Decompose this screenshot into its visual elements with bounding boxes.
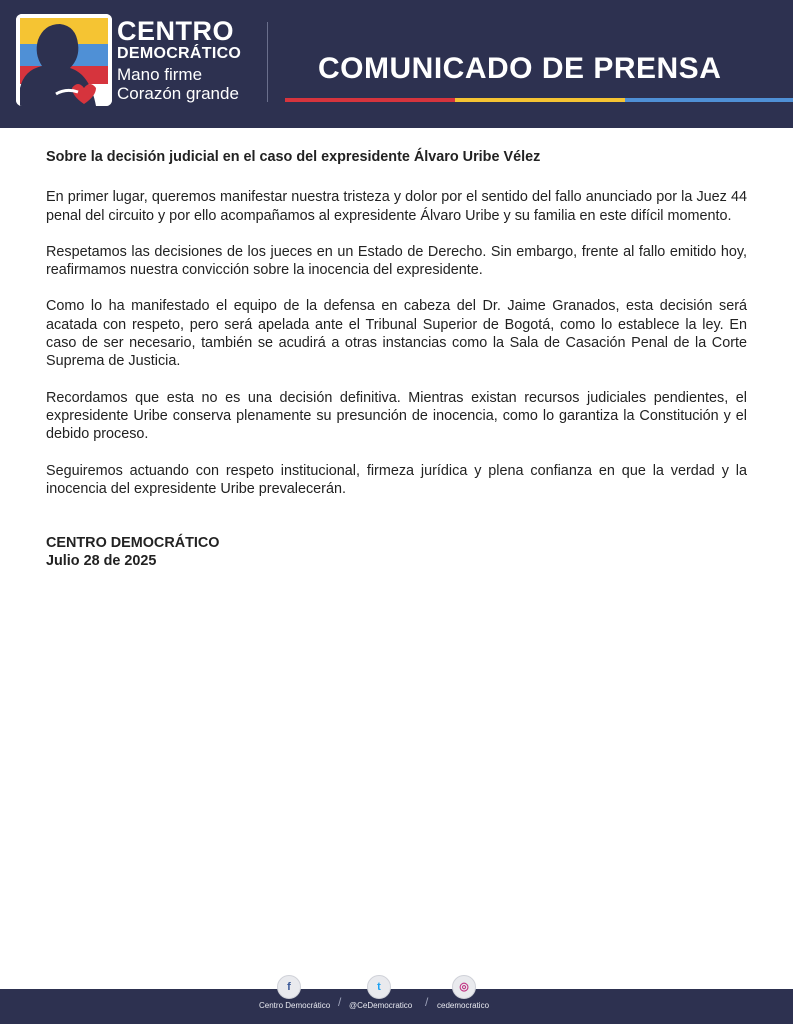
paragraph-2: Respetamos las decisiones de los jueces en un Estado de Derecho. Sin embargo, frente al fallo emitido hoy, reafirmamos nuestra convicción sobre la inocencia del expresidente. bbox=[46, 243, 747, 279]
paragraph-5: Seguiremos actuando con respeto institucional, firmeza jurídica y plena confianza en que la verdad y la inocencia del expresidente Uribe prevalecerán. bbox=[46, 462, 747, 497]
brand-name-line1: CENTRO bbox=[117, 16, 234, 46]
slogan-line1: Mano firme bbox=[117, 65, 203, 84]
twitter-label[interactable]: @CeDemocratico bbox=[349, 1001, 413, 1010]
header-banner bbox=[0, 0, 793, 128]
stripe-yellow bbox=[455, 98, 625, 102]
brand-block bbox=[117, 17, 241, 103]
footer-separator: / bbox=[425, 995, 429, 1009]
press-release-title: COMUNICADO DE PRENSA bbox=[318, 52, 722, 85]
instagram-icon[interactable]: ◎ bbox=[452, 975, 476, 999]
release-date: Julio 28 de 2025 bbox=[46, 553, 157, 570]
paragraph-1: En primer lugar, queremos manifestar nuestra tristeza y dolor por el sentido del fallo anunciado por la Juez 44 penal del circuito y por ello acompañamos al expresidente Álvaro Uribe y su familia en este difícil momento. bbox=[46, 189, 747, 224]
twitter-icon[interactable]: t bbox=[367, 975, 391, 999]
press-release-body bbox=[46, 148, 747, 571]
stripe-blue bbox=[625, 98, 793, 102]
footer-separator: / bbox=[338, 995, 342, 1009]
header-divider bbox=[267, 22, 268, 102]
party-logo-icon bbox=[16, 14, 112, 106]
stripe-red bbox=[285, 98, 455, 102]
brand-name-line2: DEMOCRÁTICO bbox=[117, 45, 242, 62]
slogan-line2: Corazón grande bbox=[117, 84, 239, 103]
instagram-label[interactable]: cedemocratico bbox=[437, 1001, 490, 1010]
release-subject: Sobre la decisión judicial en el caso del expresidente Álvaro Uribe Vélez bbox=[46, 149, 541, 165]
facebook-icon[interactable]: f bbox=[277, 975, 301, 999]
facebook-label[interactable]: Centro Democrático bbox=[259, 1001, 331, 1010]
signature: CENTRO DEMOCRÁTICO bbox=[46, 535, 220, 552]
party-logo bbox=[16, 14, 112, 106]
paragraph-3: Como lo ha manifestado el equipo de la defensa en cabeza del Dr. Jaime Granados, esta decisión será acatada con respeto, pero será apelada ante el Tribunal Superior de Bogotá, como lo establece la ley. En caso de ser necesario, también se acudirá a otras instancias como la Sala de Casación Penal de la Corte Suprema de Justicia. bbox=[46, 298, 747, 370]
paragraph-4: Recordamos que esta no es una decisión definitiva. Mientras existan recursos judiciales pendientes, el expresidente Uribe conserva plenamente su presunción de inocencia, como lo garantiza la Constitución y el debido proceso. bbox=[46, 389, 747, 443]
